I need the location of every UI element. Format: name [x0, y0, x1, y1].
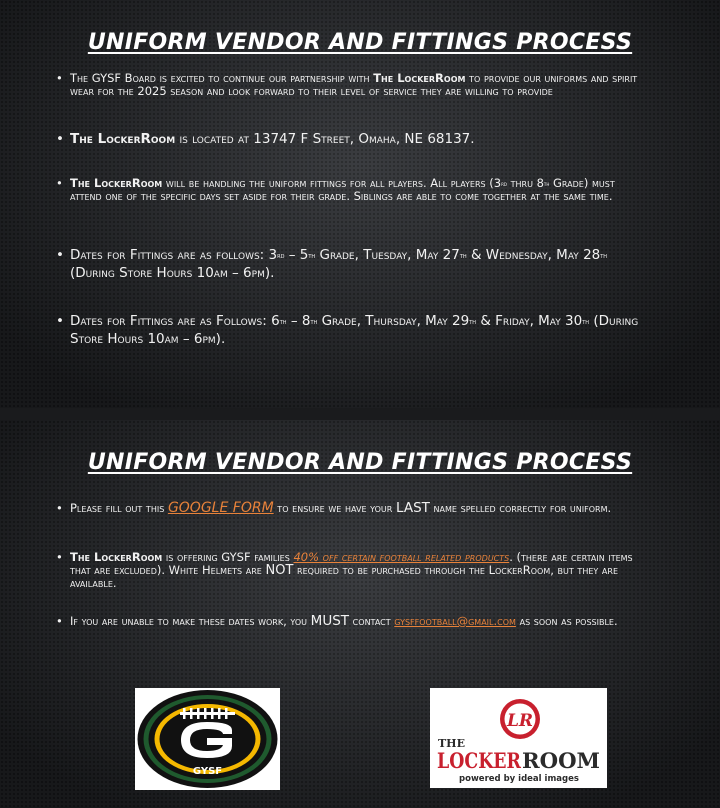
lockerroom-tagline: powered by ideal images [459, 774, 579, 784]
lockerroom-name: The LockerRoom [373, 71, 466, 85]
lockerroom-monogram: LR [506, 711, 534, 731]
lockerroom-name: The LockerRoom [70, 131, 176, 147]
gysf-football-logo [135, 688, 280, 790]
lockerroom-name: The LockerRoom [70, 550, 163, 564]
bullet-contact: • If you are unable to make these dates work, you MUST contact gysffootball@gmail.com as soon as possible. [70, 612, 642, 630]
google-form-link[interactable]: GOOGLE FORM [167, 500, 274, 516]
gysf-logo-text: GYSF [192, 766, 223, 777]
discount-link[interactable]: 40% off certain football related products [293, 550, 510, 564]
gysf-logo [135, 688, 280, 790]
lockerroom-logo [430, 688, 607, 788]
email-link[interactable]: gysffootball@gmail.com [394, 614, 516, 628]
bullet-partnership: • The GYSF Board is excited to continue our partnership with The LockerRoom to provide our uniforms and spirit wear for the 2025 season and look forward to their level of service they are willing to provide [70, 72, 642, 98]
slide-1-title: UNIFORM VENDOR AND FITTINGS PROCESS [87, 30, 633, 55]
svg-text:ROOM: ROOM [522, 748, 600, 773]
bullet-location: • The LockerRoom is located at 13747 F Street, Omaha, NE 68137. [70, 130, 642, 148]
bullet-discount: • The LockerRoom is offering GYSF families 40% off certain football related products. (there are certain items that are excluded). White Helmets are NOT required to be purchased through the LockerRoom, but they are available. [70, 551, 642, 590]
slide-2 [0, 420, 720, 808]
svg-text:THE: THE [438, 737, 465, 750]
svg-text:LOCKER: LOCKER [437, 748, 522, 773]
bullet-dates-6-8: • Dates for Fittings are as Follows: 6th – 8th Grade, Thursday, May 29th & Friday, May 30th (During Store Hours 10am – 6pm). [70, 312, 642, 348]
bullet-dates-3-5: • Dates for Fittings are as follows: 3rd – 5th Grade, Tuesday, May 27th & Wednesday, May 28th (During Store Hours 10am – 6pm). [70, 246, 642, 282]
slide-2-title: UNIFORM VENDOR AND FITTINGS PROCESS [87, 450, 633, 475]
lockerroom-logo-graphic [430, 688, 607, 788]
bullet-fittings-info: • The LockerRoom will be handling the uniform fittings for all players. All players (3rd thru 8th Grade) must attend one of the specific days set aside for their grade. Siblings are able to come together at the same time. [70, 177, 642, 203]
lockerroom-name: The LockerRoom [70, 176, 163, 190]
bullet-google-form: • Please fill out this GOOGLE FORM to ensure we have your LAST name spelled correctly for uniform. [70, 499, 642, 517]
slide-separator [0, 408, 720, 420]
